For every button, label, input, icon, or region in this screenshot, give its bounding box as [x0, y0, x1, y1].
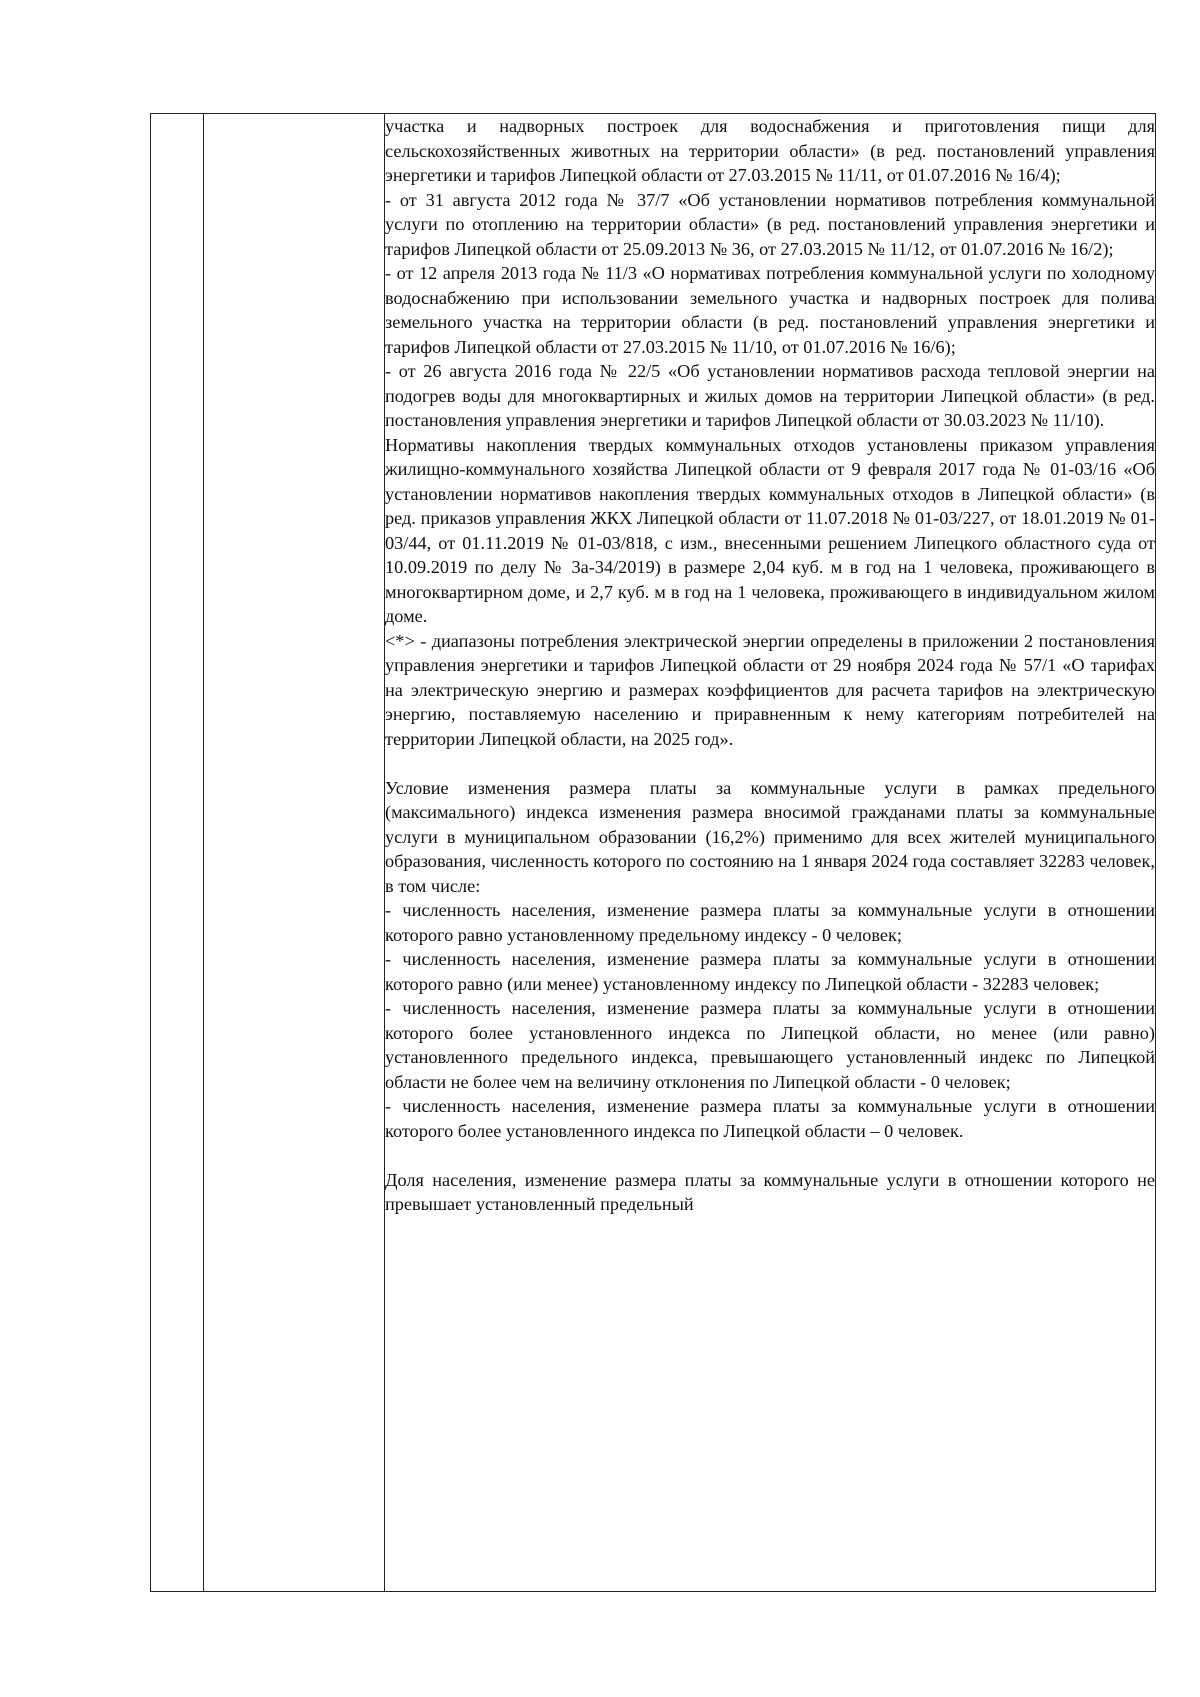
- paragraph: - численность населения, изменение размера платы за коммунальные услуги в отношении которого более установленного индекса по Липецкой области – 0 человек.: [385, 1096, 1155, 1141]
- paragraph: <*> - диапазоны потребления электрической энергии определены в приложении 2 постановления управления энергетики и тарифов Липецкой области от 29 ноября 2024 года № 57/1 «О тарифах на электрическую энергию и размерах коэффициентов для расчета тарифов на электрическую энергию, поставляемую населению и приравненным к нему категориям потребителей на территории Липецкой области, на 2025 год».: [385, 630, 1155, 749]
- paragraph: Доля населения, изменение размера платы за коммунальные услуги в отношении которого не превышает установленный предельный: [385, 1169, 1155, 1214]
- document-table: [150, 113, 1156, 1592]
- paragraph: Условие изменения размера платы за коммунальные услуги в рамках предельного (максимального) индекса изменения размера вносимой гражданами платы за коммунальные услуги в муниципальном образовании (16,2%) применимо для всех жителей муниципального образования, численность которого по состоянию на 1 января 2024 года составляет 32283 человек, в том числе:: [385, 777, 1155, 896]
- paragraph: - от 12 апреля 2013 года № 11/3 «О нормативах потребления коммунальной услуги по холодному водоснабжению при использовании земельного участка и надворных построек для полива земельного участка на территории области (в ред. постановлений управления энергетики и тарифов Липецкой области от 27.03.2015 № 11/10, от 01.07.2016 № 16/6);: [385, 263, 1155, 357]
- paragraph: Нормативы накопления твердых коммунальных отходов установлены приказом управления жилищно-коммунального хозяйства Липецкой области от 9 февраля 2017 года № 01-03/16 «Об установлении нормативов накопления твердых коммунальных отходов в Липецкой области» (в ред. приказов управления ЖКХ Липецкой области от 11.07.2018 № 01-03/227, от 18.01.2019 № 01-03/44, от 01.11.2019 № 01-03/818, с изм., внесенными решением Липецкого областного суда от 10.09.2019 по делу № 3а-34/2019) в размере 2,04 куб. м в год на 1 человека, проживающего в многоквартирном доме, и 2,7 куб. м в год на 1 человека, проживающего в индивидуальном жилом доме.: [385, 434, 1155, 626]
- table-cell-number: [151, 114, 204, 1592]
- cell-text: [385, 114, 1155, 1584]
- table-row: [151, 114, 1156, 1592]
- paragraph: - от 26 августа 2016 года № 22/5 «Об установлении нормативов расхода тепловой энергии на подогрев воды для многоквартирных и жилых домов на территории Липецкой области» (в ред. постановления управления энергетики и тарифов Липецкой области от 30.03.2023 № 11/10).: [385, 361, 1155, 430]
- table-cell-content: [385, 114, 1156, 1592]
- paragraph: - от 31 августа 2012 года № 37/7 «Об установлении нормативов потребления коммунальной услуги по отоплению на территории области» (в ред. постановлений управления энергетики и тарифов Липецкой области от 25.09.2013 № 36, от 27.03.2015 № 11/12, от 01.07.2016 № 16/2);: [385, 189, 1155, 259]
- paragraph: - численность населения, изменение размера платы за коммунальные услуги в отношении которого равно установленному предельному индексу - 0 человек;: [385, 900, 1155, 945]
- paragraph: - численность населения, изменение размера платы за коммунальные услуги в отношении которого равно (или менее) установленному индексу по Липецкой области - 32283 человек;: [385, 949, 1155, 994]
- table-cell-indicator: [204, 114, 385, 1592]
- paragraph: - численность населения, изменение размера платы за коммунальные услуги в отношении которого более установленного индекса по Липецкой области, но менее (или равно) установленного предельного индекса, превышающего установленный индекс по Липецкой области не более чем на величину отклонения по Липецкой области - 0 человек;: [385, 998, 1155, 1092]
- paragraph: участка и надворных построек для водоснабжения и приготовления пищи для сельскохозяйственных животных на территории области» (в ред. постановлений управления энергетики и тарифов Липецкой области от 27.03.2015 № 11/11, от 01.07.2016 № 16/4);: [385, 116, 1155, 185]
